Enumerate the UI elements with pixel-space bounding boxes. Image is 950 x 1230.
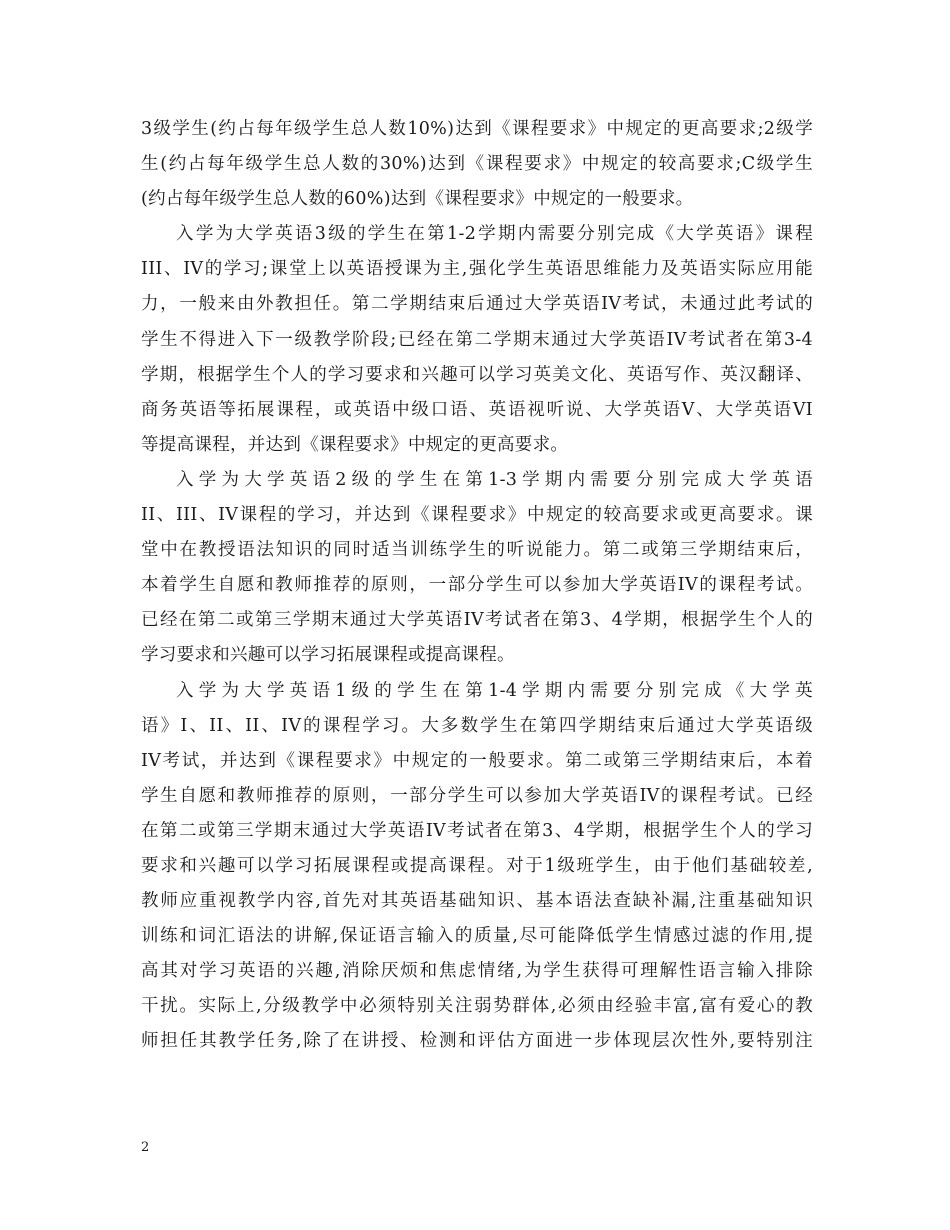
text-line: 训练和词汇语法的讲解,保证语言输入的质量,尽可能降低学生情感过滤的作用,提 (141, 926, 813, 947)
text-line: 等提高课程，并达到《课程要求》中规定的更高要求。 (141, 434, 569, 455)
text-line: 生(约占每年级学生总人数的30%)达到《课程要求》中规定的较高要求;C级学生 (141, 154, 813, 175)
text-line: 在第二或第三学期末通过大学英语IV考试者在第3、4学期，根据学生个人的学习 (141, 820, 813, 841)
text-line: 教师应重视教学内容,首先对其英语基础知识、基本语法查缺补漏,注重基础知识 (141, 891, 813, 912)
body-text (141, 112, 813, 1060)
text-line: (约占每年级学生总人数的60%)达到《课程要求》中规定的一般要求。 (141, 189, 694, 210)
text-line: 学生自愿和教师推荐的原则，一部分学生可以参加大学英语IV的课程考试。已经 (141, 785, 813, 806)
text-line: 入学为大学英语3级的学生在第1-2学期内需要分别完成《大学英语》课程 (176, 224, 813, 245)
text-line: 干扰。实际上,分级教学中必须特别关注弱势群体,必须由经验丰富,富有爱心的教 (141, 996, 813, 1017)
text-line: 入学为大学英语2级的学生在第1-3学期内需要分别完成大学英语 (176, 469, 813, 490)
text-line: 3级学生(约占每年级学生总人数10%)达到《课程要求》中规定的更高要求;2级学 (141, 119, 813, 139)
text-line: 高其对学习英语的兴趣,消除厌烦和焦虑情绪,为学生获得可理解性语言输入排除 (141, 961, 813, 982)
text-line: 本着学生自愿和教师推荐的原则，一部分学生可以参加大学英语IV的课程考试。 (141, 575, 813, 596)
text-line: 学期，根据学生个人的学习要求和兴趣可以学习英美文化、英语写作、英汉翻译、 (141, 364, 813, 385)
text-line: III、IV的学习;课堂上以英语授课为主,强化学生英语思维能力及英语实际应用能 (141, 259, 813, 280)
text-line: 语》I、II、II、IV的课程学习。大多数学生在第四学期结束后通过大学英语级 (141, 715, 813, 736)
text-line: 学生不得进入下一级教学阶段;已经在第二学期末通过大学英语IV考试者在第3-4 (141, 329, 813, 350)
text-line: 已经在第二或第三学期末通过大学英语IV考试者在第3、4学期，根据学生个人的 (141, 610, 813, 631)
text-line: 学习要求和兴趣可以学习拓展课程或提高课程。 (141, 645, 515, 666)
text-line: 师担任其教学任务,除了在讲授、检测和评估方面进一步体现层次性外,要特别注 (141, 1031, 813, 1052)
text-line: II、III、IV课程的学习，并达到《课程要求》中规定的较高要求或更高要求。课 (141, 505, 813, 526)
text-line: 入学为大学英语1级的学生在第1-4学期内需要分别完成《大学英 (176, 680, 813, 701)
text-line: IV考试，并达到《课程要求》中规定的一般要求。第二或第三学期结束后，本着 (141, 750, 813, 771)
text-line: 商务英语等拓展课程，或英语中级口语、英语视听说、大学英语V、大学英语VI (141, 399, 813, 420)
text-line: 堂中在教授语法知识的同时适当训练学生的听说能力。第二或第三学期结束后， (141, 540, 813, 561)
page-number: 2 (141, 1140, 150, 1155)
text-line: 力，一般来由外教担任。第二学期结束后通过大学英语IV考试，未通过此考试的 (141, 294, 813, 315)
text-line: 要求和兴趣可以学习拓展课程或提高课程。对于1级班学生，由于他们基础较差, (141, 855, 813, 876)
